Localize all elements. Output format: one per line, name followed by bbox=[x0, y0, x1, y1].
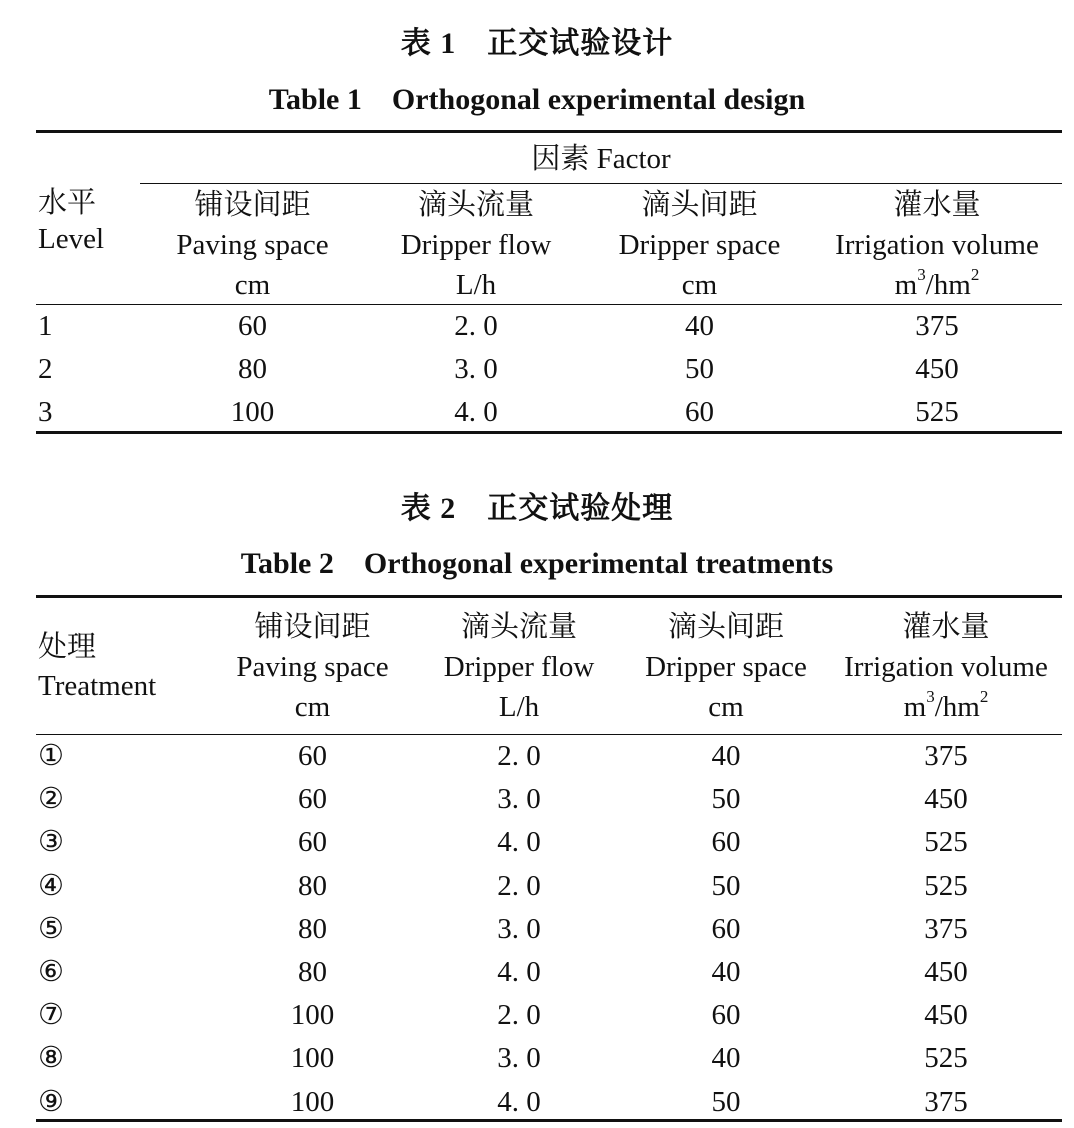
table2-col2-unit: L/h bbox=[498, 691, 540, 723]
table2-row-cell: 50 bbox=[711, 869, 741, 902]
table2-treatment-header-cn: 处理 bbox=[38, 631, 97, 663]
table2-row-cell: 4. 0 bbox=[497, 1085, 541, 1118]
table2-row-cell: 80 bbox=[298, 956, 327, 988]
table2-row-cell: 375 bbox=[924, 1085, 968, 1118]
table2-row-cell: 60 bbox=[711, 912, 741, 945]
table1-row-cell: 375 bbox=[915, 310, 959, 342]
table1-col3-cn: 滴头间距 bbox=[641, 189, 758, 221]
table1-row-cell: 60 bbox=[238, 310, 267, 342]
table1-col4-en: Irrigation volume bbox=[835, 229, 1039, 261]
table1-row-cell: 3. 0 bbox=[454, 353, 498, 385]
table1-row-cell: 40 bbox=[685, 310, 714, 342]
table1-row-cell: 4. 0 bbox=[454, 396, 498, 428]
table1-row-cell: 60 bbox=[685, 396, 714, 428]
table1-col4-unit bbox=[812, 266, 1062, 304]
table2-row-cell: 60 bbox=[298, 783, 327, 816]
table1-row-cell: 80 bbox=[238, 353, 267, 385]
table1-top-rule bbox=[36, 130, 1062, 133]
table2-row-label: ⑥ bbox=[38, 956, 64, 988]
table1-row-label: 1 bbox=[38, 310, 53, 342]
table2-col1-unit: cm bbox=[294, 691, 331, 723]
table2-row-cell: 60 bbox=[711, 826, 741, 859]
table2-row-cell: 40 bbox=[711, 740, 741, 772]
table1-col1-unit: cm bbox=[234, 269, 271, 301]
table2-row-cell: 525 bbox=[924, 869, 968, 902]
table1-level-header-en: Level bbox=[38, 223, 105, 255]
table2-row-cell: 4. 0 bbox=[497, 826, 541, 859]
table2-row-cell: 2. 0 bbox=[497, 869, 541, 902]
unit-exp: 2 bbox=[979, 687, 989, 706]
table2-row-cell: 80 bbox=[298, 869, 327, 902]
table2-col3-unit: cm bbox=[708, 691, 744, 723]
table2-row-label: ④ bbox=[38, 869, 64, 902]
table2-row-cell: 60 bbox=[711, 999, 741, 1032]
unit-mid: /hm bbox=[934, 691, 980, 723]
table1-row-label: 3 bbox=[38, 396, 53, 428]
table2-row-cell: 60 bbox=[298, 826, 327, 859]
table2-row-cell: 50 bbox=[711, 783, 741, 816]
table2-row-cell: 2. 0 bbox=[497, 999, 541, 1032]
table2-row-cell: 60 bbox=[298, 740, 327, 772]
table2-row-cell: 100 bbox=[290, 1085, 335, 1118]
table1-col2-en: Dripper flow bbox=[400, 229, 552, 261]
table2-row-label: ① bbox=[38, 740, 64, 772]
table2-caption-cn: 表 2 正交试验处理 bbox=[400, 492, 674, 525]
table2-col4-unit bbox=[830, 688, 1062, 726]
table2-row-label: ② bbox=[38, 783, 64, 816]
table1-factor-header: 因素 Factor bbox=[531, 143, 671, 175]
table2-row-cell: 525 bbox=[924, 1042, 968, 1075]
table1-header-rule bbox=[36, 304, 1062, 305]
table2-col3-en: Dripper space bbox=[645, 651, 807, 683]
table2-row-label: ⑦ bbox=[38, 999, 64, 1032]
unit-base: m bbox=[903, 691, 927, 723]
table1-row-cell: 2. 0 bbox=[454, 310, 498, 342]
table2-col4-cn: 灌水量 bbox=[902, 611, 990, 643]
table2-col2-en: Dripper flow bbox=[443, 651, 595, 683]
table1-caption-en: Table 1 Orthogonal experimental design bbox=[268, 83, 806, 116]
table2-row-cell: 4. 0 bbox=[497, 956, 541, 988]
table2-row-cell: 50 bbox=[711, 1085, 741, 1118]
unit-exp: 3 bbox=[926, 687, 935, 706]
unit-base: m bbox=[894, 269, 918, 301]
table1-col1-en: Paving space bbox=[176, 229, 329, 261]
table1-row-cell: 50 bbox=[685, 353, 714, 385]
table2-col3-cn: 滴头间距 bbox=[667, 611, 784, 643]
table1-row-label: 2 bbox=[38, 353, 53, 385]
table2-bottom-rule bbox=[36, 1119, 1062, 1122]
table2-row-label: ③ bbox=[38, 826, 64, 859]
unit-exp: 2 bbox=[970, 265, 980, 284]
table2-row-cell: 40 bbox=[711, 956, 741, 988]
table2-row-cell: 100 bbox=[290, 999, 335, 1032]
table2-top-rule bbox=[36, 595, 1062, 598]
unit-exp: 3 bbox=[917, 265, 926, 284]
table2-row-cell: 375 bbox=[924, 912, 968, 945]
table1-caption-cn: 表 1 正交试验设计 bbox=[400, 27, 674, 60]
table2-caption-en: Table 2 Orthogonal experimental treatments bbox=[240, 547, 834, 580]
table1-bottom-rule bbox=[36, 431, 1062, 434]
table1-col4-cn: 灌水量 bbox=[893, 189, 981, 221]
table1-row-cell: 100 bbox=[230, 396, 275, 428]
table2-row-cell: 375 bbox=[924, 740, 968, 772]
table2-row-cell: 80 bbox=[298, 912, 327, 945]
table2-row-label: ⑨ bbox=[38, 1085, 64, 1118]
table2-row-cell: 3. 0 bbox=[497, 912, 541, 945]
table1-col3-en: Dripper space bbox=[618, 229, 781, 261]
table2-row-cell: 100 bbox=[290, 1042, 335, 1075]
table2-row-cell: 3. 0 bbox=[497, 1042, 541, 1075]
table1-col1-cn: 铺设间距 bbox=[194, 189, 311, 221]
table2-col1-cn: 铺设间距 bbox=[254, 611, 371, 643]
table2-row-cell: 450 bbox=[924, 956, 968, 988]
table1-row-cell: 450 bbox=[915, 353, 959, 385]
table2-row-cell: 3. 0 bbox=[497, 783, 541, 816]
unit-mid: /hm bbox=[925, 269, 971, 301]
table1-col3-unit: cm bbox=[681, 269, 718, 301]
table2-row-cell: 525 bbox=[924, 826, 968, 859]
table2-row-label: ⑤ bbox=[38, 912, 64, 945]
table2-header-rule bbox=[36, 734, 1062, 735]
table2-treatment-header-en: Treatment bbox=[38, 670, 157, 702]
table1-col2-unit: L/h bbox=[455, 269, 497, 301]
table2-row-cell: 2. 0 bbox=[497, 740, 541, 772]
table2-row-label: ⑧ bbox=[38, 1042, 64, 1075]
table1-factor-rule bbox=[140, 183, 1062, 184]
table1-level-header-cn: 水平 bbox=[38, 187, 97, 219]
table1-row-cell: 525 bbox=[915, 396, 959, 428]
table2-row-cell: 40 bbox=[711, 1042, 741, 1075]
table2-col2-cn: 滴头流量 bbox=[460, 611, 577, 643]
table1-col2-cn: 滴头流量 bbox=[417, 189, 534, 221]
table2-row-cell: 450 bbox=[924, 999, 968, 1032]
table2-col1-en: Paving space bbox=[236, 651, 389, 683]
table2-col4-en: Irrigation volume bbox=[844, 651, 1048, 683]
table2-row-cell: 450 bbox=[924, 783, 968, 816]
